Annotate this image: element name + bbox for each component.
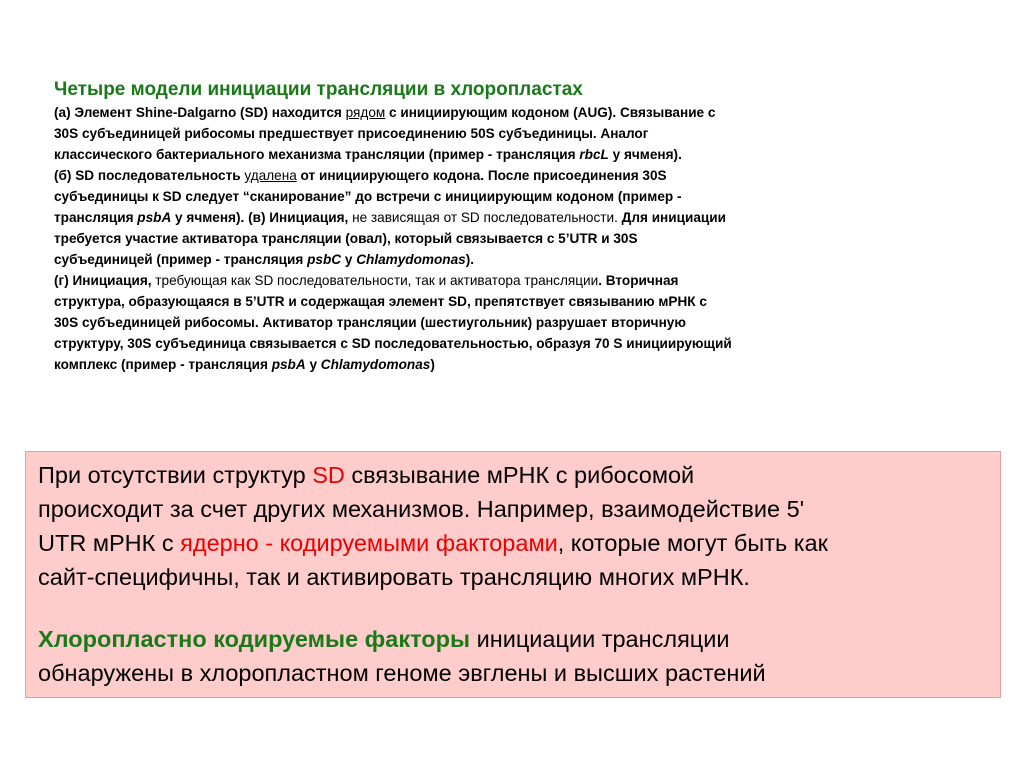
gene-rbcl: rbcL: [579, 147, 609, 162]
model-a-line-3: классического бактериального механизма трансляции (пример - трансляция rbcL у ячменя).: [54, 147, 682, 162]
nuclear-factors-highlight: ядерно - кодируемыми факторами: [180, 530, 558, 556]
model-a-line-2: 30S субъединицей рибосомы предшествует присоединению 50S субъединицы. Аналог: [54, 126, 649, 141]
gene-psbc: psbC: [307, 252, 342, 267]
model-c-line-3: субъединицей (пример - трансляция psbC у Chlamydomonas).: [54, 252, 475, 267]
sd-highlight: SD: [312, 462, 345, 488]
model-d-line-5: комплекс (пример - трансляция psbA у Chlamydomonas): [54, 357, 435, 372]
model-b-line-1: (б) SD последовательность удалена от инициирующего кодона. После присоединения 30S: [54, 168, 667, 183]
model-a-line-1: (а) Элемент Shine-Dalgarno (SD) находится рядом с инициирующим кодоном (AUG). Связывание с: [54, 105, 716, 120]
paragraph-gap: [38, 594, 1000, 622]
slide-title: Четыре модели инициации трансляции в хлоропластах: [54, 79, 583, 100]
box-line-1: При отсутствии структур SD связывание мРНК с рибосомой: [38, 462, 695, 488]
removed-underlined: удалена: [244, 168, 297, 183]
model-d-line-1: (г) Инициация, требующая как SD последовательности, так и активатора трансляции. Вторичная: [54, 273, 679, 288]
model-d-line-2: структура, образующаяся в 5’UTR и содержащая элемент SD, препятствует связыванию мРНК с: [54, 294, 707, 309]
box-line-3: UTR мРНК с ядерно - кодируемыми факторами, которые могут быть как: [38, 530, 828, 556]
box-line-4: сайт-специфичны, так и активировать трансляцию многих мРНК.: [38, 564, 750, 590]
near-underlined: рядом: [345, 105, 386, 120]
organism-chlamydomonas-2: Chlamydomonas: [320, 357, 431, 372]
model-b-line-2: субъединицы к SD следует “сканирование” до встречи с инициирующим кодоном (пример -: [54, 189, 682, 204]
model-d-line-3: 30S субъединицей рибосомы. Активатор трансляции (шестиугольник) разрушает вторичную: [54, 315, 686, 330]
organism-chlamydomonas: Chlamydomonas: [356, 252, 466, 267]
model-d-line-4: структуру, 30S субъединица связывается с SD последовательностью, образуя 70 S инициирующий: [54, 336, 732, 351]
model-c-line-2: требуется участие активатора трансляции (овал), который связывается с 5’UTR и 30S: [54, 231, 638, 246]
models-description: [54, 102, 924, 375]
chloroplast-factors-highlight: Хлоропластно кодируемые факторы: [38, 626, 471, 652]
gene-psba-2: psbA: [271, 357, 306, 372]
model-b-c-line: трансляция psbA у ячменя). (в) Инициация, не зависящая от SD последовательности. Для инициации: [54, 210, 726, 225]
top-text-block: [54, 78, 924, 375]
box-line-6: обнаружены в хлоропластном геноме эвглены и высших растений: [38, 660, 766, 686]
summary-box: [25, 451, 1001, 698]
box-line-2: происходит за счет других механизмов. Например, взаимодействие 5': [38, 496, 805, 522]
box-line-5: Хлоропластно кодируемые факторы инициации трансляции: [38, 626, 730, 652]
gene-psba: psbA: [137, 210, 172, 225]
